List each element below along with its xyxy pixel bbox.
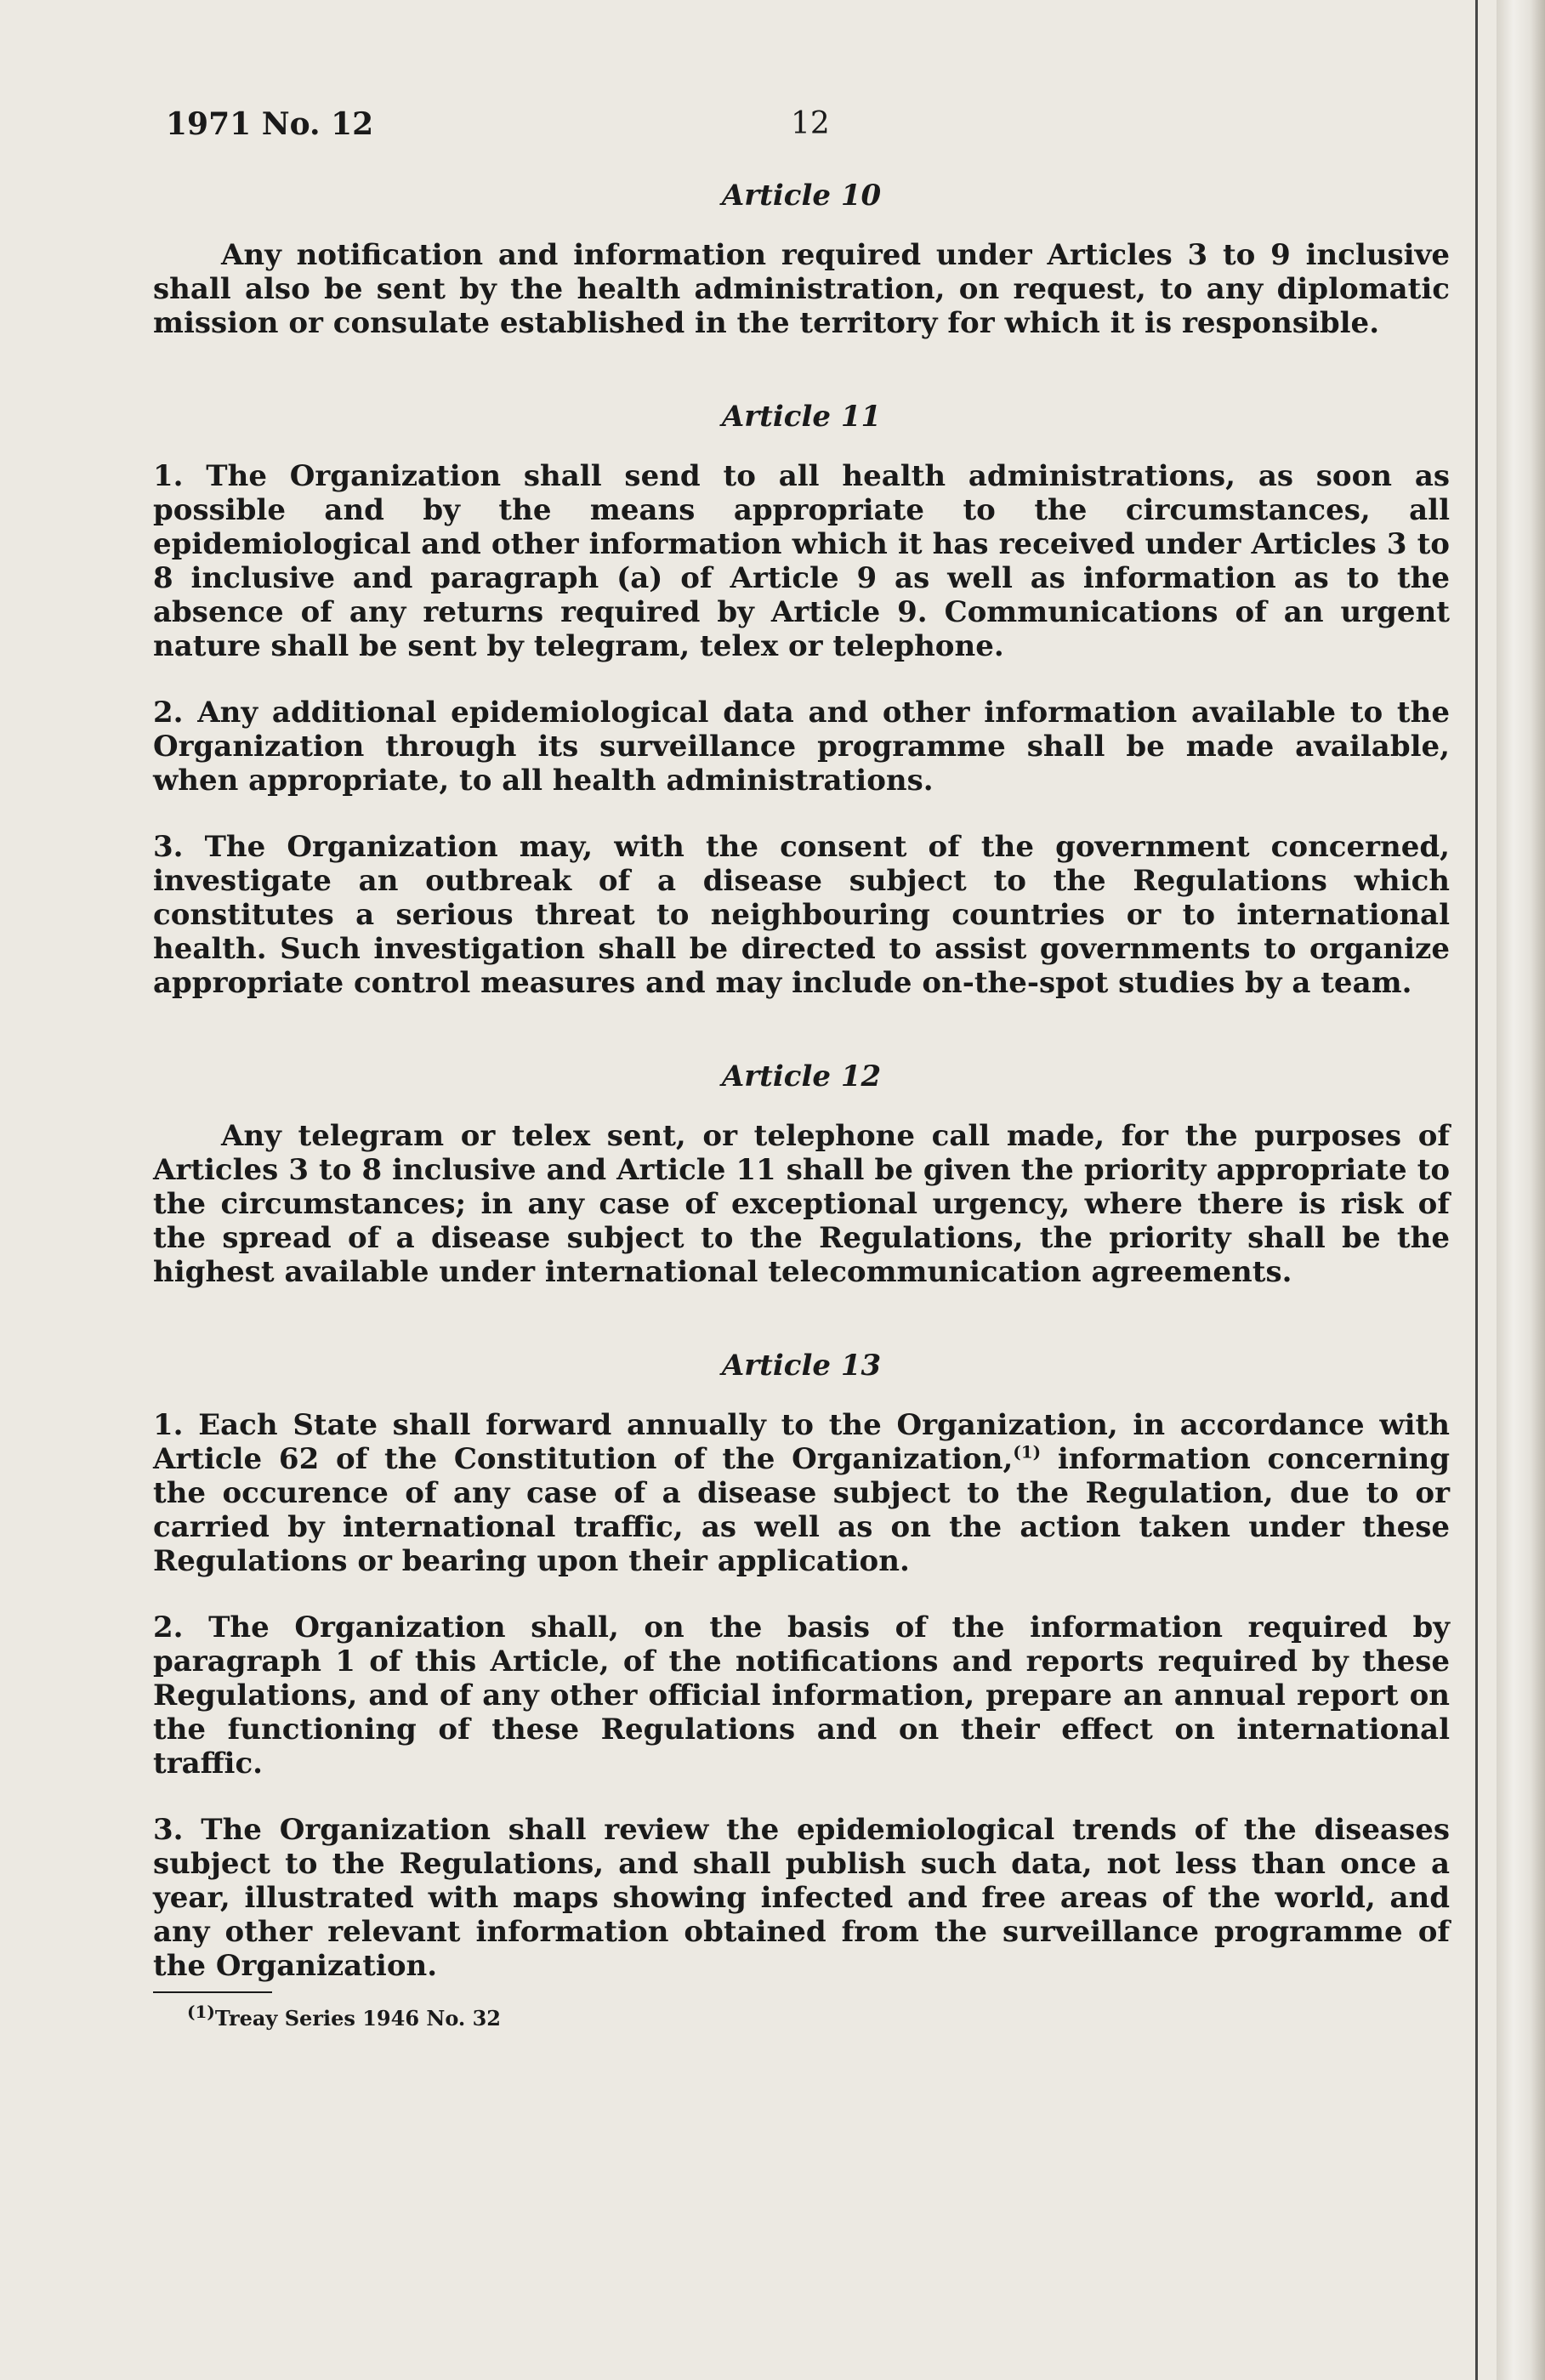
paragraph-text: 1. Each State shall forward annually to the Organization, in accordance with Article 62 of the Constitution of the Organization, bbox=[153, 1408, 1450, 1476]
article-11 bbox=[153, 400, 1450, 1000]
article-paragraph: 3. The Organization shall review the epidemiological trends of the diseases subject to the Regulations, and shall publish such data, not less than once a year, illustrated with maps showing infected and free areas of the world, and any other relevant information obtained from the surveillance programme of the Organization. bbox=[153, 1813, 1450, 1983]
document-reference: 1971 No. 12 bbox=[166, 106, 374, 142]
footnote bbox=[153, 2002, 1450, 2036]
article-paragraph: 2. The Organization shall, on the basis of the information required by paragraph 1 of this Article, of the notifications and reports required by these Regulations, and of any other official information, prepare an annual report on the functioning of these Regulations and on their effect on international traffic. bbox=[153, 1610, 1450, 1781]
footnote-reference: (1) bbox=[1013, 1441, 1042, 1463]
article-paragraph: 2. Any additional epidemiological data and other information available to the Organization through its surveillance programme shall be made available, when appropriate, to all health administrations. bbox=[153, 696, 1450, 798]
article-13 bbox=[153, 1349, 1450, 1983]
footnote-marker: (1) bbox=[187, 2002, 215, 2022]
paragraph-text: information concerning the occurence of any case of a disease subject to the Regulation, due to or carried by international traffic, as well as on the action taken under these Regulations or bearing upon their application. bbox=[153, 1442, 1450, 1578]
article-paragraph bbox=[153, 1408, 1450, 1578]
page-gutter bbox=[1497, 0, 1545, 2380]
article-paragraph: 3. The Organization may, with the consent of the government concerned, investigate an outbreak of a disease subject to the Regulations which constitutes a serious threat to neighbouring countries or to international health. Such investigation shall be directed to assist governments to organize appropriate control measures and may include on-the-spot studies by a team. bbox=[153, 830, 1450, 1000]
article-heading: Article 13 bbox=[721, 1349, 882, 1383]
footnote-text: Treay Series 1946 No. 32 bbox=[214, 2006, 502, 2031]
article-12 bbox=[153, 1059, 1450, 1289]
article-heading: Article 12 bbox=[721, 1059, 882, 1093]
article-10 bbox=[153, 179, 1450, 340]
document-body bbox=[153, 179, 1450, 2036]
article-heading: Article 10 bbox=[721, 179, 882, 213]
binding-edge bbox=[1475, 0, 1478, 2380]
article-heading: Article 11 bbox=[721, 400, 882, 434]
footnote-rule bbox=[153, 1991, 272, 1993]
page-number: 12 bbox=[791, 106, 830, 141]
article-paragraph: Any notification and information required under Articles 3 to 9 inclusive shall also be sent by the health administration, on request, to any diplomatic mission or consulate established in the territory for which it is responsible. bbox=[153, 238, 1450, 340]
article-paragraph: Any telegram or telex sent, or telephone call made, for the purposes of Articles 3 to 8 inclusive and Article 11 shall be given the priority appropriate to the circumstances; in any case of exceptional urgency, where there is risk of the spread of a disease subject to the Regulations, the priority shall be the highest available under international telecommunication agreements. bbox=[153, 1119, 1450, 1289]
article-paragraph: 1. The Organization shall send to all health administrations, as soon as possible and by the means appropriate to the circumstances, all epidemiological and other information which it has received under Articles 3 to 8 inclusive and paragraph (a) of Article 9 as well as information as to the absence of any returns required by Article 9. Communications of an urgent nature shall be sent by telegram, telex or telephone. bbox=[153, 459, 1450, 663]
